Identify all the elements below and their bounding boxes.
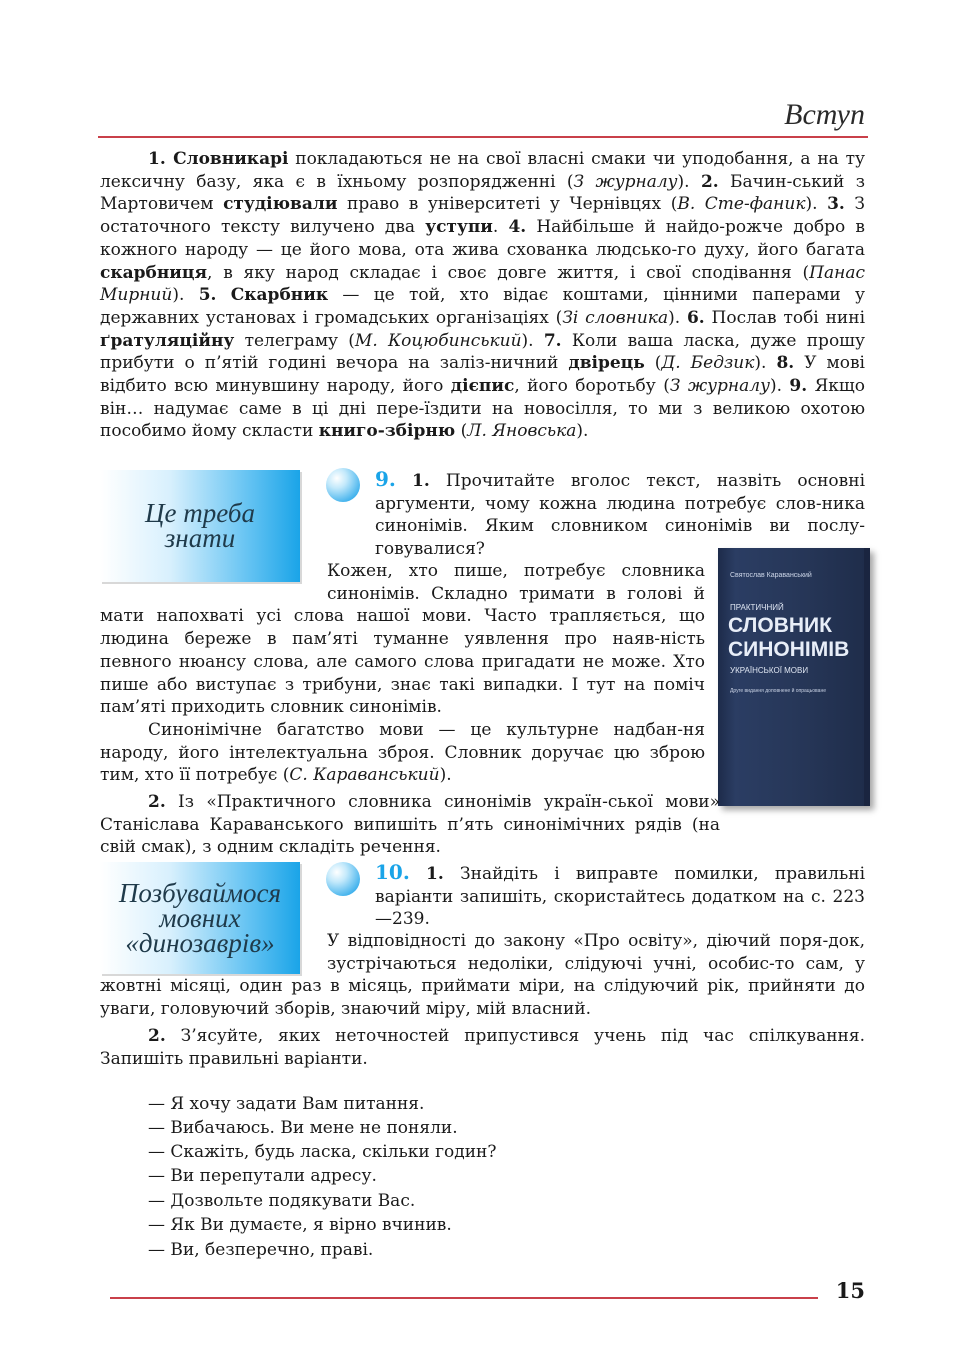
exercise-10-task-2: 2. З’ясуйте, яких неточностей припустився учень під час спілкування. Запишіть правильні варіанти. [100, 1025, 865, 1069]
exercise-9-paragraph-1: Кожен, хто пише, потребує словника синонімів. Складно тримати в голові й мати напохваті усі слова нашої мови. Часто трапляється, що людина береже в пам’яті туманне уявлення про наяв-ність певного нюансу слова, але самого слова пригадати не може. Хто пише або виступає з трибуни, знає такі випадки. І тут на поміч пам’яті приходить словник синонімів. [100, 561, 705, 718]
book-author: Святослав Караванський [730, 572, 812, 579]
dialog-line: — Вибачаюсь. Ви мене не поняли. [148, 1118, 458, 1138]
book-cover-image [718, 548, 870, 806]
book-edition: Друге видання доповнене й опрацьоване [730, 688, 826, 694]
exercise-circle-icon [326, 468, 360, 502]
dialog-line: — Ви, безперечно, праві. [148, 1240, 374, 1260]
sidebox-line: знати [164, 523, 236, 553]
exercise-number: 10. [375, 860, 410, 884]
page-number: 15 [835, 1278, 865, 1303]
header-rule [98, 136, 868, 138]
exercise-10-task-1: 10. 1. Знайдіть і виправте помилки, правильні варіанти запишіть, скористайтесь додатком на с. 223—239. [375, 860, 866, 930]
footer-rule [110, 1297, 818, 1299]
dialog-line: — Ви перепутали адресу. [148, 1166, 377, 1186]
exercise-9-paragraph-2: Синонімічне багатство мови — це культурне надбан-ня народу, його інтелектуальна зброя. Словник доручає цю зброю тим, хто її потребує (С. Караванський). [100, 719, 705, 786]
dialog-line: — Як Ви думаєте, я вірно вчинив. [148, 1215, 452, 1235]
dialog-line: — Я хочу задати Вам питання. [148, 1094, 425, 1114]
exercise-number: 9. [375, 467, 396, 491]
page-header-title: Вступ [784, 98, 865, 131]
paragraph-dictionary-examples: 1. Словникарі покладаються не на свої власні смаки чи уподобання, а на ту лексичну базу, яка є в їхньому розпорядженні (З журналу). 2. Бачин-ський з Мартовичем студіювали право в університеті у Чернівцях (В. Сте-фаник). 3. З остаточного тексту вилучено два уступи. 4. Найбільше й найдо-рожче добро в кожного народу — це його мова, ота жива схованка людсько-го духу, його багата скарбниця, в яку народ складає і своє довге життя, і свої сподівання (Панас Мирний). 5. Скарбник — це той, хто відає коштами, цінними паперами у державних установах і громадських організаціях (Зі словника). 6. Послав тобі нині ґратуляційну телеграму (М. Коцюбинський). 7. Коли ваша ласка, дуже прошу прибути о п’ятій годині вечора на заліз-ничний двірець (Д. Бедзик). 8. У мові відбито всю минувшину народу, його дієпис, його боротьбу (З журналу). 9. Якщо він… надумає саме в ці дні пере-їздити на новосілля, то ми з великою охотою пособимо йому скласти книго-збірню (Л. Яновська). [100, 149, 866, 442]
exercise-9-task-2: 2. Із «Практичного словника синонімів україн-ської мови» Станіслава Караванського випишіть п’ять синонімічних рядів (на свій смак), з одним складіть речення. [100, 792, 720, 858]
book-title-pre: ПРАКТИЧНИЙ [730, 603, 784, 612]
exercise-circle-icon [326, 862, 360, 896]
book-title-2: СИНОНІМІВ [728, 638, 850, 661]
exercise-9-text [100, 560, 720, 859]
book-title-3: УКРАЇНСЬКОЇ МОВИ [730, 666, 809, 675]
sidebox-line: мовних [159, 902, 241, 933]
book-title-1: СЛОВНИК [728, 614, 832, 637]
dialog-line: — Дозвольте подякувати Вас. [148, 1191, 416, 1211]
sidebox-line: Позбуваймося [118, 877, 282, 908]
exercise-10-text [100, 927, 865, 1070]
sidebox-line: «динозаврів» [125, 927, 275, 958]
dialog-line: — Скажіть, будь ласка, скільки годин? [148, 1142, 497, 1162]
exercise-10-paragraph-1: У відповідності до закону «Про освіту», діючий поря-док, зустрічаються недоліки, слідуючі учні, особис-то сам, у жовтні місяці, один раз в місяць, приймати міри, на слідуючий рік, прийняти до уваги, головуючий зборів, знаючий міру, мій власний. [100, 931, 865, 1020]
sidebox-line: Це треба [145, 498, 255, 528]
exercise-9-task-1: 9. 1. Прочитайте вголос текст, назвіть основні аргументи, чому кожна людина потребує слов-ника синонімів. Яким словником синонімів ви послу-говувалися? [375, 467, 866, 560]
